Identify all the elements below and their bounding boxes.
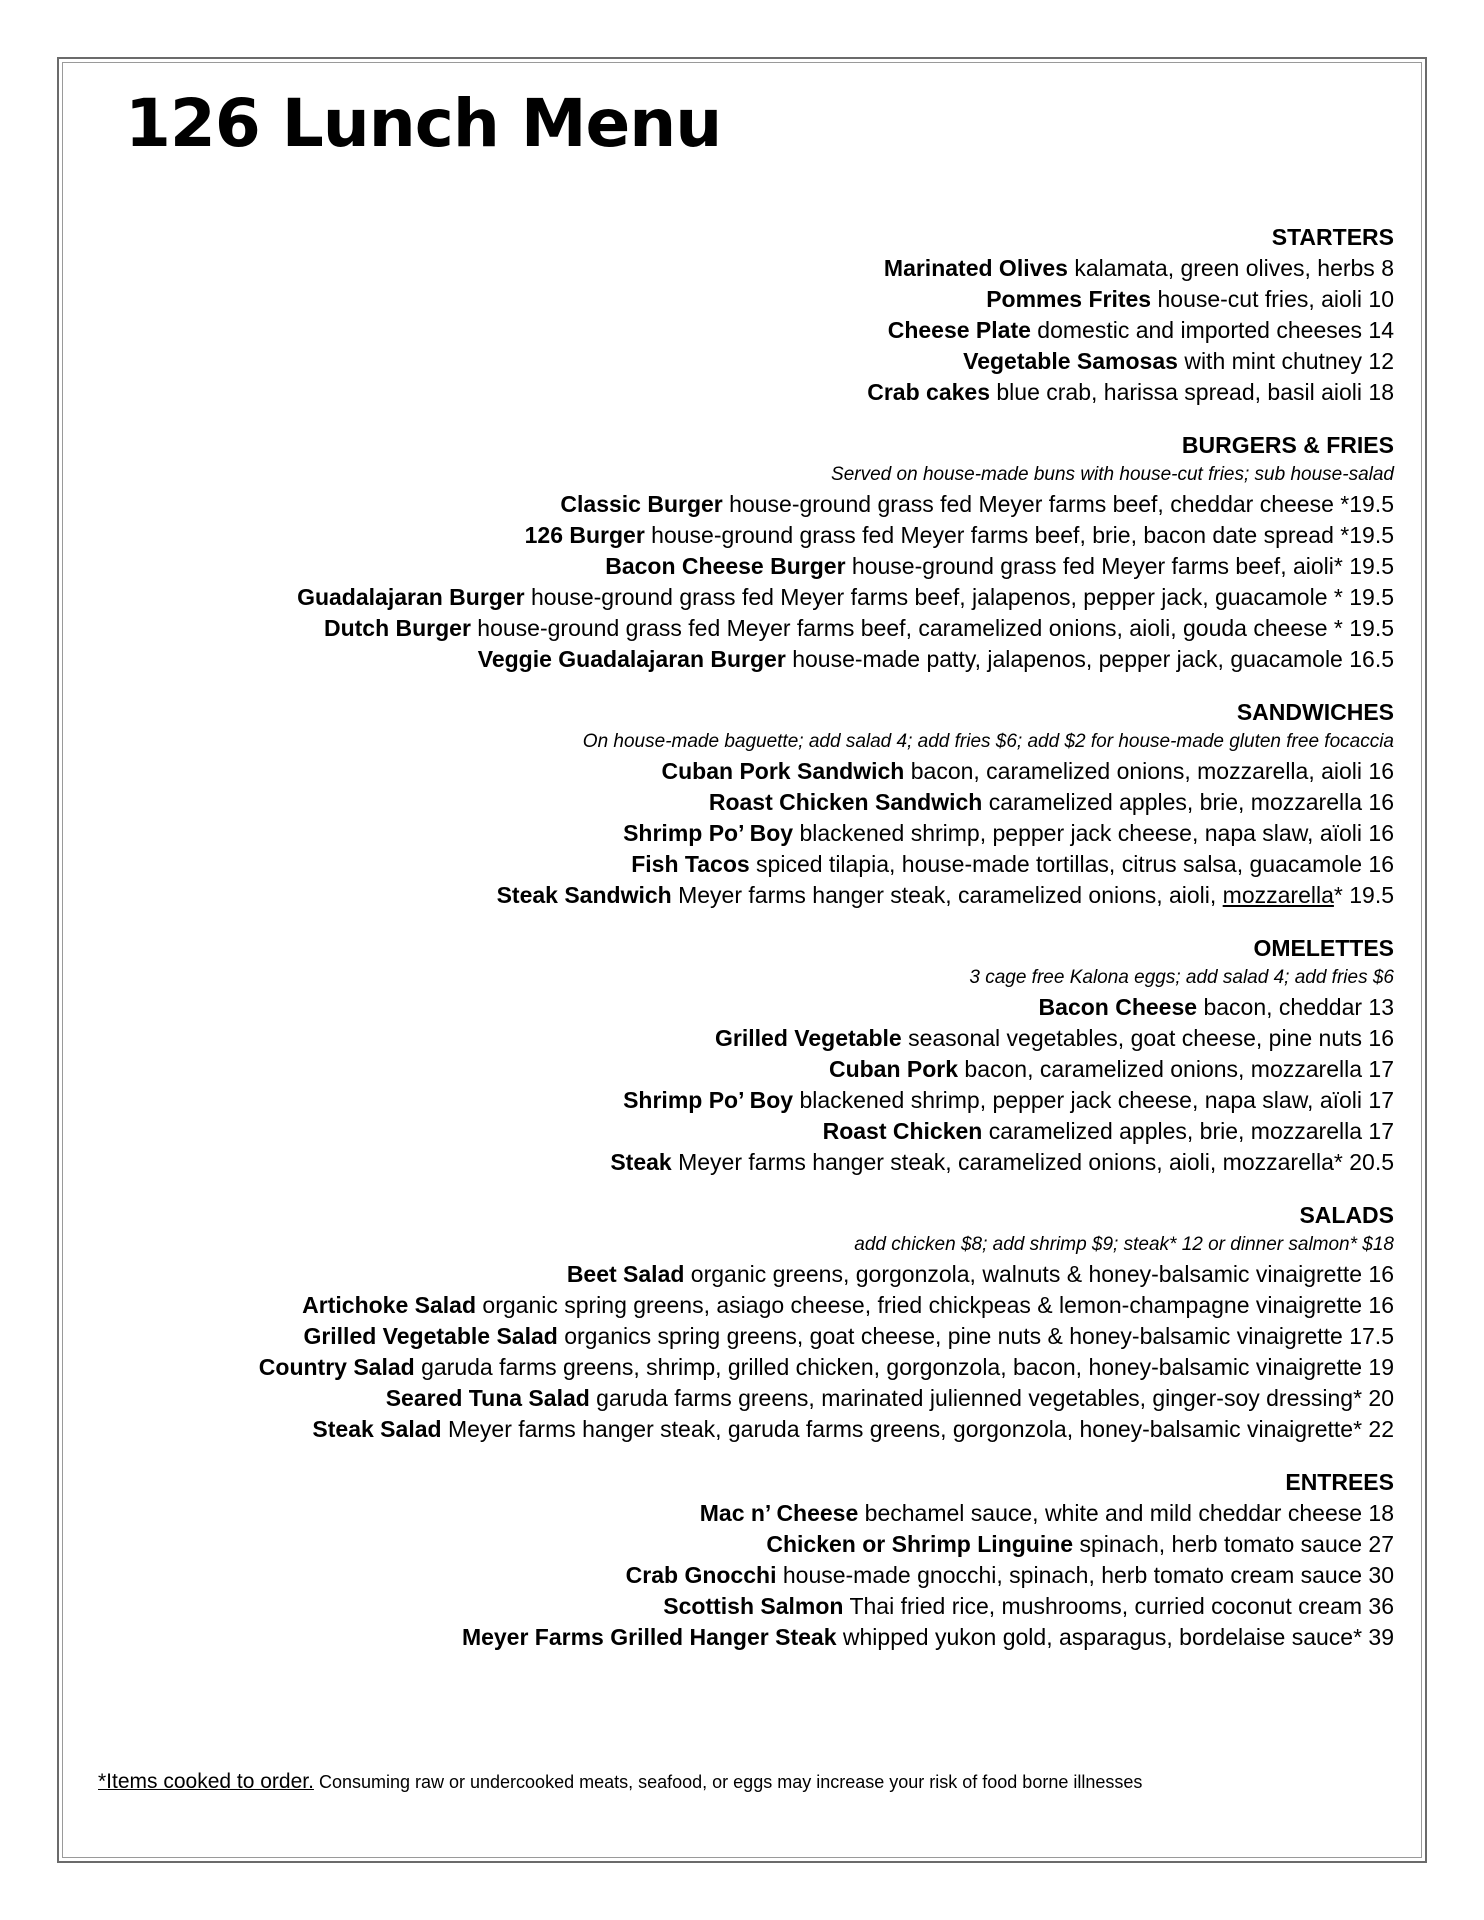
item-description: organic spring greens, asiago cheese, fried chickpeas & lemon-champagne vinaigrette 16 [476,1292,1394,1318]
menu-item [94,315,1394,346]
item-description: blackened shrimp, pepper jack cheese, napa slaw, aïoli 16 [793,820,1394,846]
item-description: Meyer farms hanger steak, caramelized onions, aioli, [671,882,1223,908]
menu-section-sandwiches [94,697,1394,911]
item-description: garuda farms greens, marinated julienned vegetables, ginger-soy dressing* 20 [589,1385,1394,1411]
item-name: Grilled Vegetable [715,1025,902,1051]
menu-item [94,849,1394,880]
menu-item [94,1321,1394,1352]
menu-section-entrees [94,1467,1394,1653]
footer-text: Consuming raw or undercooked meats, seafood, or eggs may increase your risk of food borne illnesses [313,1772,1143,1792]
item-name: Dutch Burger [323,615,471,641]
menu-item [94,1259,1394,1290]
item-description: house-ground grass fed Meyer farms beef, caramelized onions, aioli, gouda cheese * 19.5 [470,615,1394,641]
item-description: Meyer farms hanger steak, caramelized onions, aioli, mozzarella* 20.5 [671,1149,1394,1175]
item-description: bacon, caramelized onions, mozzarella, aioli 16 [904,758,1394,784]
item-description: house-ground grass fed Meyer farms beef, brie, bacon date spread *19.5 [644,522,1394,548]
item-name: 126 Burger [524,522,645,548]
item-name: Steak Salad [312,1416,442,1442]
item-price: * 19.5 [1333,882,1394,908]
item-description: house-ground grass fed Meyer farms beef, aioli* 19.5 [845,553,1394,579]
menu-item [94,253,1394,284]
menu-item [94,1352,1394,1383]
item-name: Cuban Pork [828,1056,959,1082]
menu-item [94,1591,1394,1622]
menu-item [94,346,1394,377]
item-name: Fish Tacos [631,851,750,877]
section-heading: OMELETTES [1253,935,1394,961]
section-note: On house-made baguette; add salad 4; add fries $6; add $2 for house-made gluten free focaccia [582,731,1394,752]
section-heading: BURGERS & FRIES [1181,432,1394,458]
menu-item [94,1147,1394,1178]
item-description: house-ground grass fed Meyer farms beef, jalapenos, pepper jack, guacamole * 19.5 [524,584,1394,610]
item-description: bacon, cheddar 13 [1197,994,1394,1020]
item-name: Roast Chicken [822,1118,983,1144]
item-name: Roast Chicken Sandwich [708,789,983,815]
menu-item [94,1498,1394,1529]
item-description: garuda farms greens, shrimp, grilled chicken, gorgonzola, bacon, honey-balsamic vinaigrette 19 [414,1354,1394,1380]
item-name: Bacon Cheese [1038,994,1198,1020]
menu-item [94,992,1394,1023]
menu-item [94,1116,1394,1147]
item-underlined-word: mozzarella [1222,882,1334,908]
menu-title: 126 Lunch Menu [125,85,722,162]
menu-item [94,756,1394,787]
menu-item [94,284,1394,315]
menu-item [94,818,1394,849]
menu-item [94,582,1394,613]
menu-item [94,1622,1394,1653]
item-description: seasonal vegetables, goat cheese, pine nuts 16 [901,1025,1394,1051]
item-name: Guadalajaran Burger [297,584,525,610]
item-name: Scottish Salmon [663,1593,844,1619]
item-description: bechamel sauce, white and mild cheddar cheese 18 [858,1500,1394,1526]
item-description: house-cut fries, aioli 10 [1151,286,1394,312]
item-description: kalamata, green olives, herbs 8 [1067,255,1394,281]
menu-section-salads [94,1200,1394,1445]
item-name: Artichoke Salad [302,1292,477,1318]
footer-lead: *Items cooked to order. [98,1770,314,1793]
item-description: house-made gnocchi, spinach, herb tomato cream sauce 30 [776,1562,1394,1588]
section-heading: STARTERS [1271,224,1394,250]
item-description: Meyer farms hanger steak, garuda farms greens, gorgonzola, honey-balsamic vinaigrette* 22 [441,1416,1394,1442]
section-heading: SALADS [1299,1202,1394,1228]
item-name: Marinated Olives [883,255,1068,281]
menu-item [94,520,1394,551]
item-name: Crab cakes [867,379,990,405]
item-description: domestic and imported cheeses 14 [1030,317,1394,343]
item-description: spinach, herb tomato sauce 27 [1073,1531,1394,1557]
item-description: with mint chutney 12 [1177,348,1394,374]
item-description: spiced tilapia, house-made tortillas, citrus salsa, guacamole 16 [749,851,1394,877]
item-description: Thai fried rice, mushrooms, curried coconut cream 36 [843,1593,1394,1619]
item-name: Chicken or Shrimp Linguine [766,1531,1074,1557]
menu-item [94,644,1394,675]
menu-item [94,1085,1394,1116]
menu-section-burgers-fries [94,430,1394,675]
menu-item [94,377,1394,408]
menu-section-omelettes [94,933,1394,1178]
item-name: Vegetable Samosas [963,348,1178,374]
item-name: Seared Tuna Salad [385,1385,590,1411]
menu-body [94,222,1394,1675]
item-description: blue crab, harissa spread, basil aioli 18 [989,379,1394,405]
item-description: bacon, caramelized onions, mozzarella 17 [958,1056,1394,1082]
menu-item [94,1529,1394,1560]
item-description: organics spring greens, goat cheese, pine nuts & honey-balsamic vinaigrette 17.5 [557,1323,1394,1349]
item-description: caramelized apples, brie, mozzarella 16 [982,789,1394,815]
menu-item [94,1560,1394,1591]
menu-item [94,1290,1394,1321]
item-name: Cheese Plate [887,317,1031,343]
menu-item [94,1054,1394,1085]
menu-item [94,489,1394,520]
item-name: Country Salad [258,1354,415,1380]
section-heading: ENTREES [1285,1469,1394,1495]
section-note: 3 cage free Kalona eggs; add salad 4; add fries $6 [969,967,1394,988]
item-name: Pommes Frites [986,286,1152,312]
menu-section-starters [94,222,1394,408]
item-name: Mac n’ Cheese [699,1500,859,1526]
section-note: Served on house-made buns with house-cut fries; sub house-salad [831,464,1394,485]
item-name: Meyer Farms Grilled Hanger Steak [461,1624,837,1650]
item-name: Beet Salad [566,1261,685,1287]
item-name: Crab Gnocchi [625,1562,777,1588]
item-name: Steak [610,1149,672,1175]
item-description: house-made patty, jalapenos, pepper jack, guacamole 16.5 [785,646,1394,672]
item-name: Classic Burger [560,491,723,517]
menu-item [94,613,1394,644]
item-description: blackened shrimp, pepper jack cheese, napa slaw, aïoli 17 [793,1087,1394,1113]
item-description: house-ground grass fed Meyer farms beef, cheddar cheese *19.5 [722,491,1394,517]
item-description: whipped yukon gold, asparagus, bordelaise sauce* 39 [836,1624,1394,1650]
item-description: caramelized apples, brie, mozzarella 17 [982,1118,1394,1144]
item-name: Veggie Guadalajaran Burger [477,646,786,672]
menu-item [94,880,1394,911]
menu-item [94,787,1394,818]
item-description: organic greens, gorgonzola, walnuts & honey-balsamic vinaigrette 16 [684,1261,1394,1287]
item-name: Cuban Pork Sandwich [661,758,905,784]
item-name: Steak Sandwich [496,882,672,908]
item-name: Grilled Vegetable Salad [303,1323,558,1349]
section-heading: SANDWICHES [1236,699,1394,725]
menu-item [94,1383,1394,1414]
menu-item [94,1023,1394,1054]
footer-disclaimer [98,1770,1142,1794]
menu-item [94,1414,1394,1445]
item-name: Shrimp Po’ Boy [623,820,794,846]
menu-item [94,551,1394,582]
section-note: add chicken $8; add shrimp $9; steak* 12 or dinner salmon* $18 [854,1234,1394,1255]
item-name: Shrimp Po’ Boy [623,1087,794,1113]
item-name: Bacon Cheese Burger [605,553,846,579]
